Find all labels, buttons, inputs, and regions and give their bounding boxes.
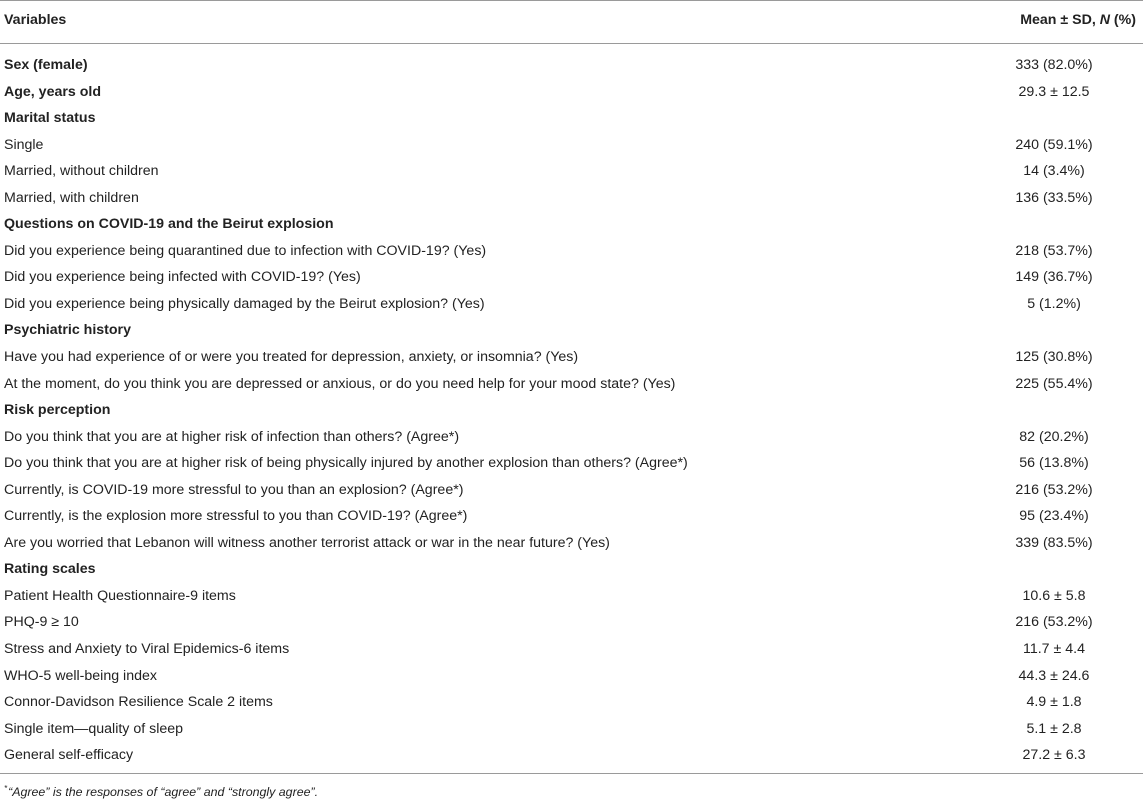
row-label: WHO-5 well-being index	[4, 667, 157, 684]
row-value: 5.1 ± 2.8	[1026, 720, 1082, 737]
row-label: Stress and Anxiety to Viral Epidemics-6 items	[4, 641, 290, 658]
table-section-row	[0, 398, 1143, 425]
row-value: 29.3 ± 12.5	[1018, 83, 1090, 100]
table-row	[0, 239, 1143, 266]
header-n-italic: N	[1099, 12, 1110, 28]
row-label: Single item—quality of sleep	[4, 720, 184, 737]
header-mean-sd-suffix: (%)	[1109, 12, 1136, 28]
table-row	[0, 584, 1143, 611]
row-label: Single	[4, 136, 44, 153]
row-label: Do you think that you are at higher risk of being physically injured by another explosion than others? (Agree*)	[4, 455, 688, 472]
table-row	[0, 451, 1143, 478]
header-variables: Variables	[4, 12, 67, 28]
row-value: 339 (83.5%)	[1015, 534, 1093, 551]
row-value: 11.7 ± 4.4	[1023, 641, 1085, 658]
row-label: Are you worried that Lebanon will witness another terrorist attack or war in the near future? (Yes)	[4, 534, 610, 551]
section-label: Marital status	[4, 110, 96, 127]
table-section-row	[0, 80, 1143, 107]
table-row	[0, 133, 1143, 160]
table-row	[0, 159, 1143, 186]
row-label: Did you experience being infected with COVID-19? (Yes)	[4, 269, 361, 286]
table-row	[0, 265, 1143, 292]
row-value: 136 (33.5%)	[1015, 189, 1093, 206]
table-row	[0, 717, 1143, 744]
row-value: 216 (53.2%)	[1015, 481, 1093, 498]
row-label: Do you think that you are at higher risk of infection than others? (Agree*)	[4, 428, 460, 445]
row-value: 82 (20.2%)	[1019, 428, 1089, 445]
table-row	[0, 504, 1143, 531]
row-value: 240 (59.1%)	[1015, 136, 1093, 153]
section-label: Questions on COVID-19 and the Beirut explosion	[4, 216, 334, 233]
row-label: At the moment, do you think you are depressed or anxious, or do you need help for your mood state? (Yes)	[4, 375, 676, 392]
table-row	[0, 292, 1143, 319]
table-row	[0, 664, 1143, 691]
row-value: 44.3 ± 24.6	[1018, 667, 1090, 684]
row-value: 56 (13.8%)	[1019, 455, 1089, 472]
row-label: Connor-Davidson Resilience Scale 2 items	[4, 694, 273, 711]
header-mean-sd	[1020, 12, 1136, 28]
table-row	[0, 478, 1143, 505]
table-bottom-rule	[0, 773, 1143, 774]
table-footnote	[4, 784, 318, 799]
row-label: General self-efficacy	[4, 747, 134, 764]
row-value: 5 (1.2%)	[1027, 295, 1081, 312]
table-row	[0, 186, 1143, 213]
table-row	[0, 610, 1143, 637]
row-label: PHQ-9 ≥ 10	[4, 614, 79, 631]
table-section-row	[0, 106, 1143, 133]
table-section-row	[0, 53, 1143, 80]
row-label: Did you experience being quarantined due to infection with COVID-19? (Yes)	[4, 242, 487, 259]
row-label: Did you experience being physically damaged by the Beirut explosion? (Yes)	[4, 295, 485, 312]
table-row	[0, 743, 1143, 770]
row-value: 95 (23.4%)	[1019, 508, 1089, 525]
row-value: 218 (53.7%)	[1015, 242, 1093, 259]
table-section-row	[0, 212, 1143, 239]
table-header-rule	[0, 43, 1143, 44]
row-value: 14 (3.4%)	[1023, 163, 1085, 180]
table-section-row	[0, 318, 1143, 345]
footnote-marker: *	[4, 784, 8, 793]
row-value: 225 (55.4%)	[1015, 375, 1093, 392]
row-value: 125 (30.8%)	[1015, 349, 1093, 366]
row-value: 216 (53.2%)	[1015, 614, 1093, 631]
table-row	[0, 531, 1143, 558]
section-label: Age, years old	[4, 83, 101, 100]
row-value: 27.2 ± 6.3	[1022, 747, 1086, 764]
table-header-row	[0, 1, 1143, 43]
table-row	[0, 637, 1143, 664]
row-value: 333 (82.0%)	[1015, 57, 1093, 73]
header-mean-sd-prefix: Mean ± SD,	[1020, 12, 1100, 28]
table-row	[0, 425, 1143, 452]
table-row	[0, 345, 1143, 372]
table-section-row	[0, 557, 1143, 584]
table-row	[0, 690, 1143, 717]
row-label: Patient Health Questionnaire-9 items	[4, 587, 236, 604]
table-row	[0, 372, 1143, 399]
row-label: Have you had experience of or were you treated for depression, anxiety, or insomnia? (Yes)	[4, 349, 579, 366]
row-label: Currently, is the explosion more stressful to you than COVID-19? (Agree*)	[4, 508, 468, 525]
section-label: Psychiatric history	[4, 322, 131, 339]
row-label: Currently, is COVID-19 more stressful to you than an explosion? (Agree*)	[4, 481, 464, 498]
footnote-text: “Agree” is the responses of “agree” and “strongly agree”.	[8, 785, 319, 800]
section-label: Sex (female)	[4, 57, 88, 73]
table-body	[0, 53, 1143, 770]
row-label: Married, with children	[4, 189, 139, 206]
row-label: Married, without children	[4, 163, 159, 180]
section-label: Rating scales	[4, 561, 96, 578]
section-label: Risk perception	[4, 402, 111, 419]
row-value: 10.6 ± 5.8	[1022, 587, 1086, 604]
row-value: 4.9 ± 1.8	[1026, 694, 1082, 711]
row-value: 149 (36.7%)	[1015, 269, 1093, 286]
